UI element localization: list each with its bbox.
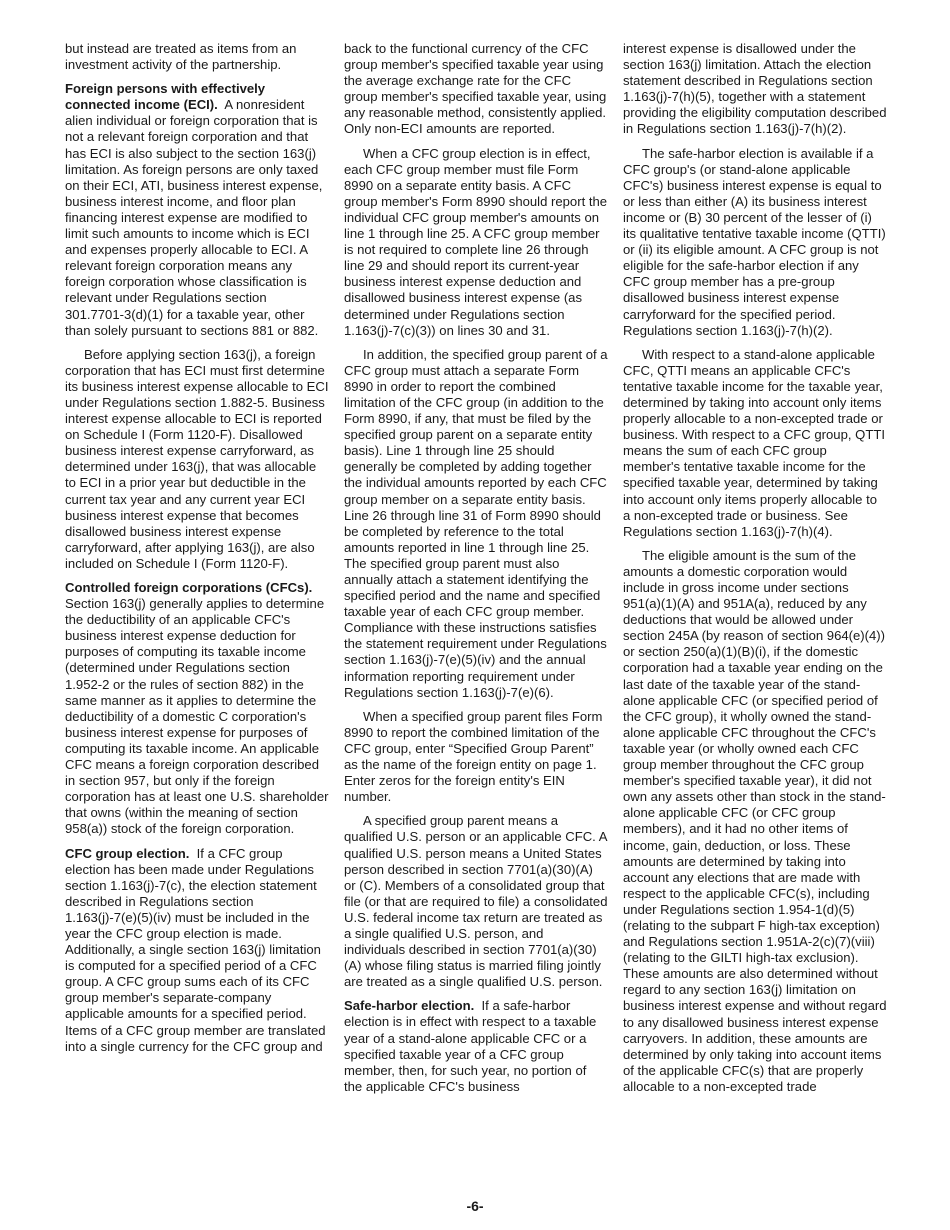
column-right: [623, 41, 887, 1103]
paragraph-text: If a safe-harbor election is in effect with respect to a taxable year of a stand-alone applicable CFC or a specified taxable year of a CFC group member, then, for such year, no portion of the applicable CFC's business: [344, 998, 597, 1094]
paragraph-text: Section 163(j) generally applies to determine the deductibility of an applicable CFC's business interest expense deduction for purposes of computing its taxable income (determined under Regulations section 1.952-2 or the rules of section 882) in the same manner as it applies to determine the deductibility of a domestic C corporation's business interest expense for purposes of computing its taxable income. An applicable CFC means a foreign corporation described in section 957, but only if the foreign corporation has at least one U.S. shareholder that owns (within the meaning of section 958(a)) stock of the foreign corporation.: [65, 596, 329, 837]
run-in-heading: Controlled foreign corporations (CFCs).: [65, 580, 313, 595]
paragraph-text: A nonresident alien individual or foreign corporation that is not a relevant foreign corporation and that has ECI is also subject to the section 163(j) limitation. As foreign persons are only taxed on their ECI, ATI, business interest expense, business interest income, and floor plan financing interest expense are modified to limit such amounts to income which is ECI and expenses properly allocable to ECI. A relevant foreign corporation means any foreign corporation whose classification is relevant under Regulations section 301.7701-3(d)(1) for a taxable year, other than solely pursuant to sections 881 or 882.: [65, 97, 323, 338]
paragraph: Before applying section 163(j), a foreign corporation that has ECI must first determine its business interest expense allocable to ECI under Regulations section 1.882-5. Business interest expense allocable to ECI is reported on Schedule I (Form 1120-F). Disallowed business interest expense carryforward, as determined under 163(j), that was allocable to ECI in a prior year but deductible in the current tax year and any current year ECI business interest expense that becomes disallowed business interest expense carryforward, after applying 163(j), are also included on Schedule I (Form 1120-F).: [65, 346, 329, 571]
column-middle: [344, 41, 608, 1103]
paragraph: With respect to a stand-alone applicable CFC, QTTI means an applicable CFC's tentative taxable income for the taxable year, determined by taking into account only items properly allocable to a non-excepted trade or business. With respect to a CFC group, QTTI means the sum of each CFC group member's tentative taxable income for the specified taxable year, determined by taking into account only items properly allocable to a non-excepted trade or business. See Regulations section 1.163(j)-7(h)(4).: [623, 346, 885, 539]
paragraph: When a CFC group election is in effect, each CFC group member must file Form 8990 on a separate entity basis. A CFC group member's Form 8990 should report the individual CFC group member's amounts on line 1 through line 25. A CFC group member is not required to complete line 26 through line 29 and should report its current-year business interest expense deduction and disallowed business interest expense (as determined under Regulations section 1.163(j)-7(c)(3)) on lines 30 and 31.: [344, 145, 608, 338]
paragraph-eci: [65, 81, 329, 339]
paragraph: back to the functional currency of the CFC group member's specified taxable year using the average exchange rate for the CFC group member's specified taxable year, using any reasonable method, consistently applied. Only non-ECI amounts are reported.: [344, 41, 607, 137]
paragraph-cfc-group-election: [65, 846, 329, 1055]
paragraph-cfc: [65, 580, 329, 838]
paragraph: but instead are treated as items from an investment activity of the partnership.: [65, 41, 297, 73]
paragraph-text: If a CFC group election has been made under Regulations section 1.163(j)-7(c), the election statement described in Regulations section 1.163(j)-7(e)(5)(iv) must be included in the year the CFC group election is made. Additionally, a single section 163(j) limitation is computed for a specified period of a CFC group. A CFC group sums each of its CFC group member's separate-company applicable amounts for a specified period. Items of a CFC group member are translated into a single currency for the CFC group and: [65, 845, 326, 1054]
paragraph: A specified group parent means a qualified U.S. person or an applicable CFC. A qualified U.S. person means a United States person described in section 7701(a)(30)(A) or (C). Members of a consolidated group that file (or that are required to file) a consolidated U.S. federal income tax return are treated as a single qualified U.S. person, and individuals described in section 7701(a)(30)(A) whose filing status is married filing jointly are treated as a single qualified U.S. person.: [344, 813, 608, 990]
column-left: [65, 41, 329, 1063]
page-number: -6-: [466, 1198, 484, 1214]
run-in-heading: Foreign persons with effectively connected income (ECI).: [65, 81, 266, 113]
paragraph: The eligible amount is the sum of the amounts a domestic corporation would include in gross income under sections 951(a)(1)(A) and 951A(a), reduced by any deductions that would be allowed under section 245A (by reason of section 964(e)(4)) or section 250(a)(1)(B)(i), if the domestic corporation had a taxable year ending on the last date of the taxable year of the stand-alone applicable CFC (or specified period of the CFC group), it wholly owned the stand-alone applicable CFC throughout the CFC's taxable year (or wholly owned each CFC group member throughout the CFC group member's specified taxable year), it did not own any assets other than stock in the stand-alone applicable CFC (or CFC group members), and it had no other items of income, gain, deduction, or loss. These amounts are determined by taking into account any elections that are made with respect to the applicable CFC(s), including under Regulations section 1.954-1(d)(5) (relating to the subpart F high-tax exception) and Regulations section 1.951A-2(c)(7)(viii) (relating to the GILTI high-tax exclusion). These amounts are also determined without regard to any section 163(j) limitation on business interest expense and without regard to any disallowed business interest expense carryovers. In addition, these amounts are determined by only taking into account items of the applicable CFC(s) that are properly allocable to a non-excepted trade: [623, 547, 887, 1094]
run-in-heading: Safe-harbor election.: [344, 998, 475, 1014]
paragraph-safe-harbor: [344, 998, 608, 1095]
paragraph: interest expense is disallowed under the section 163(j) limitation. Attach the election statement described in Regulations section 1.163(j)-7(h)(5), together with a statement providing the eligibility computation described in Regulations section 1.163(j)-7(h)(2).: [623, 41, 887, 137]
paragraph: In addition, the specified group parent of a CFC group must attach a separate Form 8990 in order to report the combined limitation of the CFC group (in addition to the Form 8990, if any, that must be filed by the specified group parent on a separate entity basis). Line 1 through line 25 should generally be completed by adding together the individual amounts reported by each CFC group member on a separate entity basis. Line 26 through line 31 of Form 8990 should be completed by reference to the total amounts reported in line 1 through line 25. The specified group parent must also annually attach a statement identifying the specified period and the name and specified taxable year of each CFC group member. Compliance with these instructions satisfies the statement requirement under Regulations section 1.163(j)-7(e)(5)(iv) and the annual information reporting requirement under Regulations section 1.163(j)-7(e)(6).: [344, 346, 608, 700]
paragraph: The safe-harbor election is available if a CFC group's (or stand-alone applicable CFC's) business interest expense is equal to or less than either (A) its business interest income or (B) 30 percent of the lesser of (i) its qualitative tentative taxable income (QTTI) or (ii) its eligible amount. A CFC group is not eligible for the safe-harbor election if any CFC group member has a pre-group disallowed business interest expense carryforward for the specified period. Regulations section 1.163(j)-7(h)(2).: [623, 145, 886, 338]
run-in-heading: CFC group election.: [65, 845, 190, 861]
paragraph: When a specified group parent files Form 8990 to report the combined limitation of the CFC group, enter “Specified Group Parent” as the name of the foreign entity on page 1. Enter zeros for the foreign entity's EIN number.: [344, 708, 603, 805]
